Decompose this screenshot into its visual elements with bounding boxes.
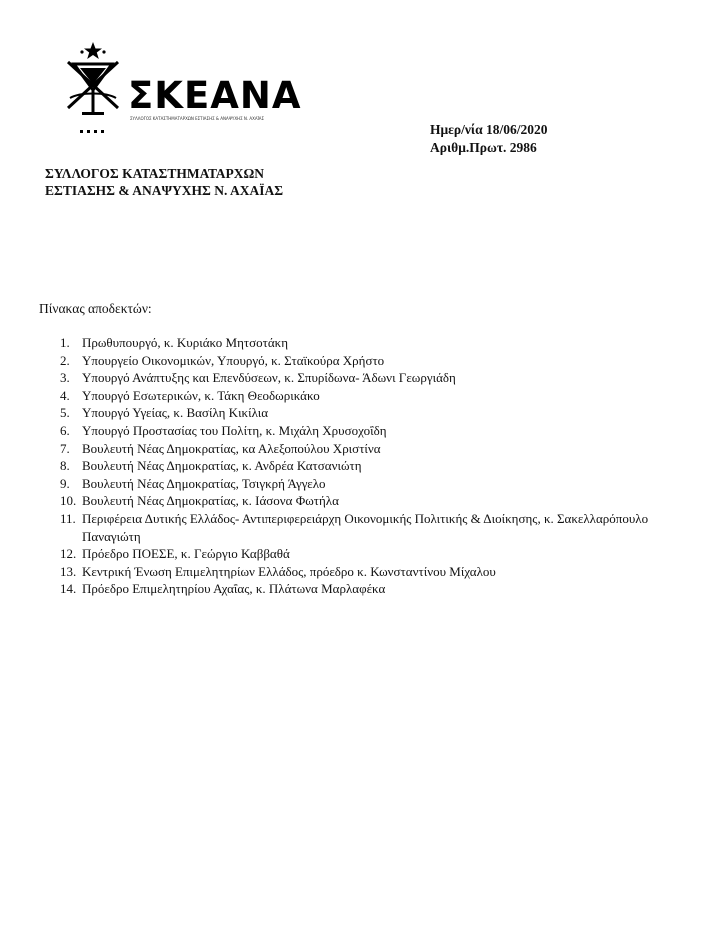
document-meta — [430, 121, 548, 157]
list-item — [60, 440, 680, 458]
list-item-text: Βουλευτή Νέας Δημοκρατίας, Τσιγκρή Άγγελο — [82, 475, 326, 491]
list-item-number: 13. — [60, 563, 77, 579]
list-item-number: 11. — [60, 510, 76, 526]
list-item-text: Περιφέρεια Δυτικής Ελλάδος- Αντιπεριφερειάρχη Οικονομικής Πολιτικής & Διοίκησης, κ. Σακελλαρόπουλο Παναγιώτη — [82, 510, 649, 544]
list-item — [60, 387, 680, 405]
list-item — [60, 457, 680, 475]
list-item — [60, 580, 680, 598]
list-item-number: 10. — [60, 493, 77, 509]
list-item — [60, 404, 680, 422]
list-item-number: 12. — [60, 546, 77, 562]
logo-wordmark: ΣΚΕΑΝΑ — [128, 74, 302, 117]
organization-line-2: ΕΣΤΙΑΣΗΣ & ΑΝΑΨΥΧΗΣ Ν. ΑΧΑΪΑΣ — [45, 183, 284, 198]
list-item — [60, 545, 680, 563]
document-date: Ημερ/νία 18/06/2020 — [430, 122, 548, 137]
list-item-number: 14. — [60, 581, 77, 597]
logo-tagline: ΣΥΛΛΟΓΟΣ ΚΑΤΑΣΤΗΜΑΤΑΡΧΩΝ ΕΣΤΙΑΣΗΣ & ΑΝΑΨΥΧΗΣ Ν. ΑΧΑΪΑΣ — [130, 116, 265, 121]
list-item-number: 2. — [60, 352, 70, 368]
protocol-number: Αριθμ.Πρωτ. 2986 — [430, 140, 537, 155]
list-item-text: Βουλευτή Νέας Δημοκρατίας, κ. Ιάσονα Φωτήλα — [82, 493, 339, 509]
list-item-number: 7. — [60, 440, 70, 456]
list-item — [60, 492, 680, 510]
list-item-text: Υπουργό Υγείας, κ. Βασίλη Κικίλια — [82, 405, 269, 421]
list-item-text: Υπουργό Ανάπτυξης και Επενδύσεων, κ. Σπυρίδωνα- Άδωνι Γεωργιάδη — [82, 370, 456, 386]
list-item — [60, 334, 680, 352]
list-item-text: Βουλευτή Νέας Δημοκρατίας, κα Αλεξοπούλου Χριστίνα — [82, 440, 381, 456]
list-item-text: Κεντρική Ένωση Επιμελητηρίων Ελλάδος, πρόεδρο κ. Κωνσταντίνου Μίχαλου — [82, 563, 496, 579]
list-item-text: Πρωθυπουργό, κ. Κυριάκο Μητσοτάκη — [82, 335, 288, 350]
list-item-number: 4. — [60, 387, 70, 403]
list-item-number: 1. — [60, 335, 70, 350]
list-item-text: Υπουργείο Οικονομικών, Υπουργό, κ. Σταϊκούρα Χρήστο — [82, 352, 385, 368]
list-item-text: Βουλευτή Νέας Δημοκρατίας, κ. Ανδρέα Κατσανιώτη — [82, 458, 362, 474]
organization-line-1: ΣΥΛΛΟΓΟΣ ΚΑΤΑΣΤΗΜΑΤΑΡΧΩΝ — [45, 166, 265, 181]
list-item-number: 9. — [60, 475, 70, 491]
list-item-text: Υπουργό Εσωτερικών, κ. Τάκη Θεοδωρικάκο — [82, 387, 320, 403]
list-item — [60, 510, 680, 545]
recipients-list — [60, 334, 680, 598]
list-item-number: 5. — [60, 405, 70, 421]
cocktail-glass-emblem-icon — [62, 40, 124, 140]
list-item — [60, 352, 680, 370]
recipients-heading: Πίνακας αποδεκτών: — [39, 301, 152, 316]
list-item-number: 6. — [60, 422, 70, 438]
list-item-text: Υπουργό Προστασίας του Πολίτη, κ. Μιχάλη Χρυσοχοΐδη — [82, 422, 387, 438]
list-item — [60, 422, 680, 440]
list-item — [60, 563, 680, 581]
list-item-number: 3. — [60, 370, 70, 386]
organization-name — [45, 165, 283, 199]
list-item-text: Πρόεδρο Επιμελητηρίου Αχαΐας, κ. Πλάτωνα Μαρλαφέκα — [82, 581, 386, 597]
logo — [62, 40, 302, 140]
list-item-text: Πρόεδρο ΠΟΕΣΕ, κ. Γεώργιο Καββαθά — [82, 546, 290, 562]
list-item — [60, 369, 680, 387]
list-item-number: 8. — [60, 458, 70, 474]
list-item — [60, 475, 680, 493]
